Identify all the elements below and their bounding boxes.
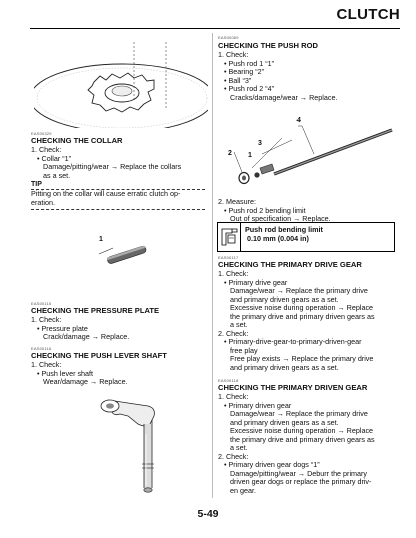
collar-body — [31, 146, 207, 180]
spec-box — [217, 222, 395, 252]
step-label: 1. Check: — [31, 315, 62, 324]
section-title-primary-drive: CHECKING THE PRIMARY DRIVE GEAR — [218, 260, 362, 269]
check-detail: and primary driven gears as a set. — [230, 294, 339, 304]
tip-rule-bottom — [31, 209, 205, 210]
check-detail: Damage/pitting/wear → Deburr the primary — [230, 468, 368, 478]
tip-line: eration. — [31, 197, 55, 207]
pressure-plate-body — [31, 316, 207, 342]
push-rod-callout-2: 2 — [228, 150, 232, 157]
check-item: • Push rod 2 “4” — [224, 84, 275, 93]
check-detail: Excessive noise during operation → Replace — [230, 303, 374, 312]
section-code: EAS00115 — [31, 301, 52, 306]
tip-line: Pitting on the collar will cause erratic clutch op- — [31, 189, 181, 198]
check-detail: Excessive noise during operation → Replace — [230, 426, 374, 435]
section-code: EAS00329 — [31, 131, 52, 136]
tip-text — [31, 190, 207, 207]
page-number: 5-49 — [197, 508, 219, 520]
check-item: • Pressure plate — [37, 323, 88, 333]
step-label: 1. Check: — [218, 50, 249, 59]
check-detail: Free play exists → Replace the primary drive — [230, 354, 374, 363]
tip-label: TIP — [31, 181, 42, 188]
check-item: • Primary driven gear — [224, 400, 292, 410]
column-divider — [212, 33, 213, 498]
check-item: • Primary-drive-gear-to-primary-driven-gear — [224, 337, 362, 346]
page-title: CLUTCH — [336, 6, 400, 23]
check-detail: and primary driven gears as a set. — [230, 417, 339, 427]
primary-drive-body — [218, 270, 408, 372]
section-title-collar: CHECKING THE COLLAR — [31, 136, 123, 145]
section-title-primary-driven: CHECKING THE PRIMARY DRIVEN GEAR — [218, 383, 368, 392]
spec-value: 0.10 mm (0.004 in) — [247, 234, 309, 243]
check-detail: driven gear dogs or replace the primary driv- — [230, 477, 372, 486]
step-label: 1. Check: — [31, 145, 62, 154]
step-label: 2. Measure: — [218, 197, 256, 206]
check-detail: Crack/damage → Replace. — [43, 332, 130, 341]
check-detail: Wear/damage → Replace. — [43, 377, 128, 386]
check-detail: a set. — [230, 320, 248, 329]
spec-label: Push rod bending limit — [245, 225, 323, 234]
section-code: EAS00069 — [218, 35, 239, 40]
push-rod-measure — [218, 198, 408, 224]
check-detail: a set. — [230, 443, 248, 452]
step-label: 2. Check: — [218, 328, 249, 338]
measure-item: • Push rod 2 bending limit — [224, 205, 306, 215]
check-detail: free play — [230, 345, 258, 355]
check-item: • Push rod 1 “1” — [224, 58, 275, 68]
push-rod-body — [218, 51, 408, 102]
primary-driven-body — [218, 393, 408, 495]
push-rod-callout-4: 4 — [297, 117, 301, 124]
section-code: EAS00118 — [218, 378, 239, 383]
push-rod-callout-1: 1 — [248, 152, 252, 159]
check-detail: Damage/pitting/wear → Replace the collars — [43, 162, 182, 171]
pressure-plate-illustration — [34, 34, 208, 128]
check-item: • Primary drive gear — [224, 277, 288, 287]
step-label: 1. Check: — [31, 360, 62, 369]
check-detail: as a set. — [43, 170, 71, 180]
spec-text — [245, 225, 323, 243]
check-detail: the primary drive and primary driven gears as — [230, 311, 375, 321]
push-lever-body — [31, 361, 207, 387]
section-code: EAS00117 — [218, 255, 239, 260]
caliper-icon-graphic — [218, 223, 240, 251]
check-item: • Primary driven gear dogs “1” — [224, 460, 320, 469]
check-detail: the primary drive and primary driven gears as — [230, 434, 375, 444]
measure-detail: Out of specification → Replace. — [230, 214, 331, 223]
check-item: • Collar “1” — [37, 153, 72, 163]
check-item: • Push lever shaft — [37, 368, 94, 378]
step-label: 2. Check: — [218, 451, 249, 461]
check-detail: Cracks/damage/wear → Replace. — [230, 92, 338, 102]
section-title-push-rod: CHECKING THE PUSH ROD — [218, 41, 318, 50]
step-label: 1. Check: — [218, 269, 249, 278]
section-code: EAS00116 — [31, 346, 52, 351]
collar-callout: 1 — [99, 236, 103, 243]
check-detail: Damage/wear → Replace the primary drive — [230, 286, 368, 295]
push-lever-shaft-illustration — [86, 394, 186, 506]
step-label: 1. Check: — [218, 392, 249, 401]
header-rule — [30, 28, 400, 29]
collar-illustration — [95, 232, 165, 272]
caliper-icon — [218, 223, 241, 251]
section-title-push-lever: CHECKING THE PUSH LEVER SHAFT — [31, 351, 167, 360]
check-item: • Ball “3” — [224, 75, 252, 85]
check-detail: and primary driven gears as a set. — [230, 362, 339, 372]
section-title-pressure-plate: CHECKING THE PRESSURE PLATE — [31, 306, 160, 315]
push-rod-callout-3: 3 — [258, 140, 262, 147]
check-detail: en gear. — [230, 485, 256, 495]
check-item: • Bearing “2” — [224, 67, 265, 76]
check-detail: Damage/wear → Replace the primary drive — [230, 409, 368, 418]
